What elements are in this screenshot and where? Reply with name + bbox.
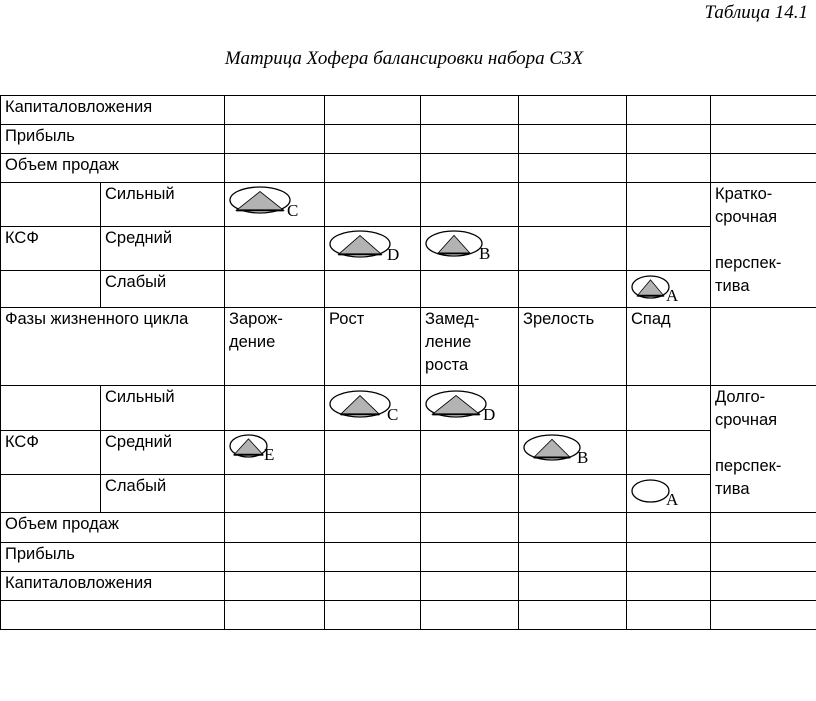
row-label: Прибыль (1, 125, 225, 154)
table-row (1, 571, 816, 600)
phase-label: Зрелость (519, 307, 627, 385)
table-row (1, 307, 816, 385)
table-row (1, 154, 816, 183)
unit-letter-label: E (264, 445, 275, 465)
phase-label: Спад (627, 307, 711, 385)
business-unit-symbol (425, 390, 496, 424)
unit-letter-label: A (666, 285, 679, 305)
ksf-level-label: Слабый (101, 270, 225, 307)
table-row (1, 475, 816, 513)
perspective-cell (711, 386, 816, 513)
ksf-level-label: Сильный (101, 183, 225, 227)
unit-letter-label: A (666, 490, 679, 510)
matrix-cell (519, 431, 627, 475)
unit-letter-label: C (387, 405, 399, 424)
unit-letter-label: B (577, 448, 589, 468)
matrix-cell (325, 227, 421, 270)
unit-circle-icon (329, 390, 391, 418)
perspective-label: Долго- срочная перспек- тива (715, 388, 782, 498)
ksf-level-label: Сильный (101, 386, 225, 431)
hofer-matrix-table (0, 95, 816, 630)
matrix-cell (325, 386, 421, 431)
matrix-cell (627, 475, 711, 513)
page-title: Матрица Хофера балансировки набора СЗХ (224, 48, 584, 69)
perspective-cell (711, 183, 816, 307)
unit-circle-icon (229, 186, 291, 214)
phase-label: Рост (325, 307, 421, 385)
table-row (1, 431, 816, 475)
ksf-label: КСФ (1, 431, 101, 475)
matrix-cell (627, 270, 711, 307)
row-label: Объем продаж (1, 154, 225, 183)
ksf-level-label: Слабый (101, 475, 225, 513)
business-unit-symbol (631, 275, 679, 305)
table-row (1, 270, 816, 307)
matrix-cell (421, 386, 519, 431)
phase-label: Замед- ление роста (421, 307, 519, 385)
table-row (1, 600, 816, 629)
business-unit-symbol (329, 390, 399, 424)
unit-circle-icon (523, 434, 581, 461)
business-unit-symbol (425, 230, 491, 264)
row-label: Прибыль (1, 542, 225, 571)
business-unit-symbol (329, 230, 400, 265)
table-row (1, 125, 816, 154)
perspective-label: Кратко- срочная перспек- тива (715, 185, 782, 296)
row-label: Капиталовложения (1, 96, 225, 125)
table-row (1, 96, 816, 125)
unit-circle-icon (329, 230, 391, 258)
unit-letter-label: D (483, 405, 496, 424)
business-unit-symbol (523, 434, 589, 468)
table-caption: Таблица 14.1 (704, 2, 808, 23)
table-row (1, 386, 816, 431)
row-label: Объем продаж (1, 513, 225, 542)
unit-letter-label: D (387, 245, 400, 265)
table-row (1, 227, 816, 270)
ksf-level-label: Средний (101, 227, 225, 270)
unit-letter-label: B (479, 244, 491, 264)
matrix-cell (225, 183, 325, 227)
phases-header: Фазы жизненного цикла (1, 307, 225, 385)
unit-circle-icon (631, 275, 670, 299)
business-unit-symbol (631, 479, 679, 510)
unit-circle-icon (425, 230, 483, 257)
matrix-cell (421, 227, 519, 270)
unit-circle-icon (425, 390, 487, 418)
business-unit-symbol (229, 434, 275, 465)
table-row (1, 513, 816, 542)
phase-label: Зарож- дение (225, 307, 325, 385)
matrix-cell (225, 431, 325, 475)
table-row (1, 183, 816, 227)
row-label: Капиталовложения (1, 571, 225, 600)
unit-circle-icon (631, 479, 670, 503)
unit-letter-label: C (287, 201, 299, 221)
unit-circle-icon (229, 434, 268, 458)
business-unit-symbol (229, 186, 299, 221)
unit-outline (632, 480, 669, 502)
ksf-level-label: Средний (101, 431, 225, 475)
table-row (1, 542, 816, 571)
ksf-label: КСФ (1, 227, 101, 270)
